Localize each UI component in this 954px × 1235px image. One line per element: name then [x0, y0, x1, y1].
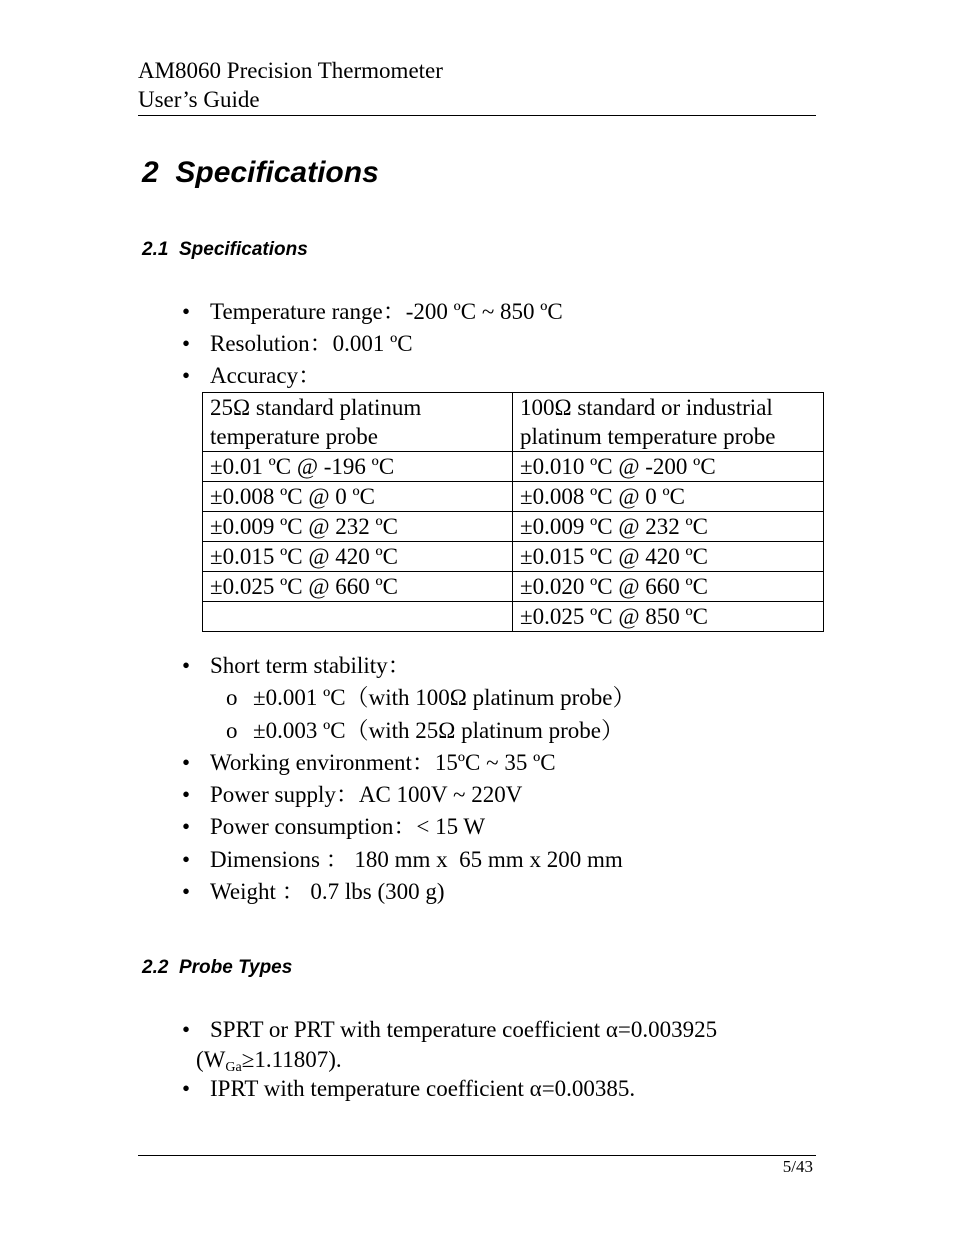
list-item-text: IPRT with temperature coefficient α=0.00385. [210, 1076, 636, 1101]
table-cell: ±0.01 ºC @ -196 ºC [203, 452, 513, 482]
table-cell: ±0.008 ºC @ 0 ºC [203, 482, 513, 512]
section-heading-probe-types: 2.2 Probe Types [142, 957, 293, 978]
list-item-text: Power consumption：< 15 W [210, 814, 486, 839]
sub-list-item-text: ±0.003 ºC（with 25Ω platinum probe） [253, 718, 624, 743]
list-item-short-term-stability [182, 651, 411, 741]
table-row [203, 482, 824, 512]
table-header-cell [203, 393, 513, 452]
header-line: temperature probe [210, 424, 378, 449]
sub-list-item-text: ±0.001 ºC（with 100Ω platinum probe） [253, 685, 636, 710]
table-cell: ±0.009 ºC @ 232 ºC [203, 512, 513, 542]
bullet-icon: • [182, 782, 191, 807]
table-row [203, 542, 824, 572]
table-cell: ±0.025 ºC @ 850 ºC [513, 602, 824, 632]
table-cell: ±0.010 ºC @ -200 ºC [513, 452, 824, 482]
header-line: 25Ω standard platinum [210, 395, 422, 420]
table-header-cell [513, 393, 824, 452]
list-item-iprt [182, 1074, 636, 1164]
sub-bullet-icon: o [226, 718, 238, 743]
table-row [203, 602, 824, 632]
bullet-icon: • [182, 363, 191, 388]
continuation-prefix: (W [196, 1047, 226, 1072]
footer-rule [138, 1155, 816, 1156]
bullet-icon: • [182, 299, 191, 324]
running-header-title: AM8060 Precision Thermometer [138, 58, 443, 83]
table-cell: ±0.009 ºC @ 232 ºC [513, 512, 824, 542]
bullet-icon: • [182, 847, 191, 872]
subscript-ga: Ga [225, 1060, 242, 1075]
list-item-text: Weight ： 0.7 lbs (300 g) [210, 879, 445, 904]
table-header-row [203, 393, 824, 452]
table-cell [203, 602, 513, 632]
list-item-text: Accuracy： [210, 363, 322, 388]
header-rule [138, 115, 816, 116]
table-cell: ±0.015 ºC @ 420 ºC [513, 542, 824, 572]
list-item-continuation [196, 1045, 342, 1075]
bullet-icon: • [182, 331, 191, 356]
bullet-icon: • [182, 1076, 191, 1101]
list-item-text: SPRT or PRT with temperature coefficient α=0.003925 [210, 1017, 718, 1042]
header-line: 100Ω standard or industrial [520, 395, 773, 420]
bullet-icon: • [182, 814, 191, 839]
list-item-text: Temperature range：-200 ºC ~ 850 ºC [210, 299, 563, 324]
bullet-icon: • [182, 1017, 191, 1042]
bullet-icon: • [182, 879, 191, 904]
bullet-icon: • [182, 653, 191, 678]
table-cell: ±0.025 ºC @ 660 ºC [203, 572, 513, 602]
header-line: platinum temperature probe [520, 424, 776, 449]
continuation-suffix: ≥1.11807). [241, 1047, 342, 1072]
table-row [203, 572, 824, 602]
table-cell: ±0.015 ºC @ 420 ºC [203, 542, 513, 572]
table-cell: ±0.008 ºC @ 0 ºC [513, 482, 824, 512]
list-item-text: Dimensions ： 180 mm x 65 mm x 200 mm [210, 847, 623, 872]
list-item-weight [182, 877, 445, 967]
list-item-text: Power supply：AC 100V ~ 220V [210, 782, 523, 807]
bullet-icon: • [182, 750, 191, 775]
page-number: 5/43 [782, 1157, 813, 1176]
sub-bullet-icon: o [226, 685, 238, 710]
section-heading-specifications: 2.1 Specifications [142, 239, 308, 260]
accuracy-table [202, 392, 824, 632]
table-cell: ±0.020 ºC @ 660 ºC [513, 572, 824, 602]
table-row [203, 512, 824, 542]
running-header-subtitle: User’s Guide [138, 87, 260, 112]
list-item-text: Working environment：15ºC ~ 35 ºC [210, 750, 556, 775]
chapter-title: 2 Specifications [142, 156, 379, 189]
table-row [203, 452, 824, 482]
list-item-text: Short term stability： [210, 653, 411, 678]
list-item-text: Resolution：0.001 ºC [210, 331, 413, 356]
